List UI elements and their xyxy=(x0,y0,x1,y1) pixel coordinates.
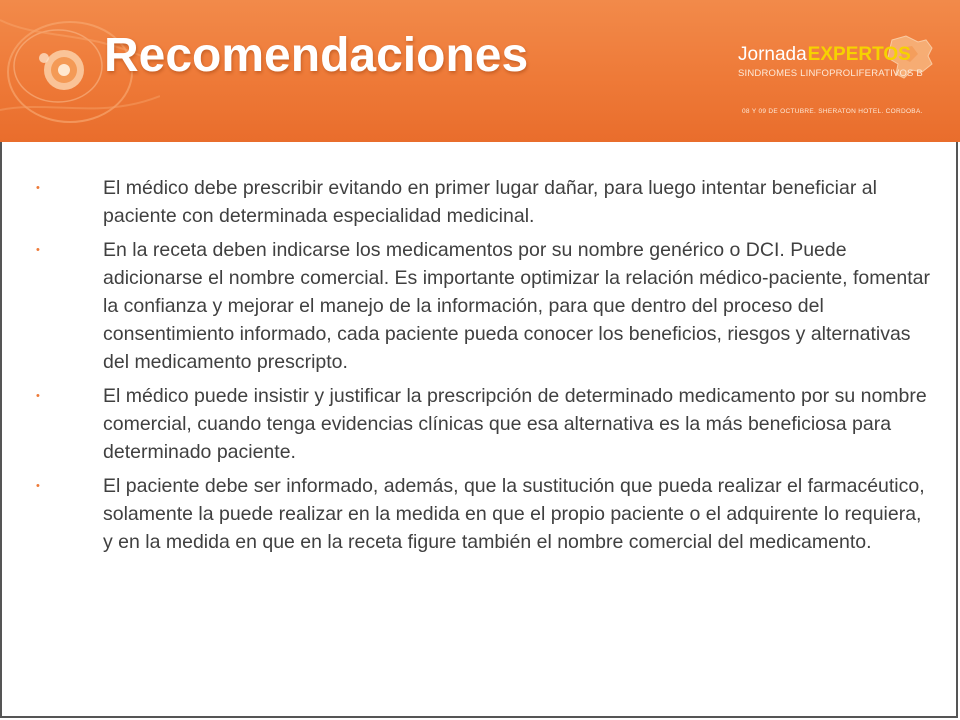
list-item xyxy=(2,236,947,376)
bullet-icon: • xyxy=(36,390,40,402)
bullet-icon: • xyxy=(36,182,40,194)
slide-header xyxy=(0,0,960,142)
bullet-icon: • xyxy=(36,244,40,256)
slide-body xyxy=(0,142,958,718)
list-item-text: En la receta deben indicarse los medicamentos por su nombre genérico o DCI. Puede adicionarse el nombre comercial. Es importante optimizar la relación médico-paciente, fomentar la confianza y mejorar el manejo de la información, para que dentro del proceso del consentimiento informado, cada paciente pueda conocer los beneficios, riesgos y alternativas del medicamento prescripto. xyxy=(103,239,930,373)
logo-expertos-text: EXPERTOS xyxy=(807,44,911,65)
logo-jornada-text: Jornada xyxy=(738,44,807,65)
list-item xyxy=(2,382,947,466)
event-logo xyxy=(728,34,960,120)
list-item xyxy=(2,174,947,230)
page-title: Recomendaciones xyxy=(104,29,529,82)
bullet-icon: • xyxy=(36,480,40,492)
bullet-list xyxy=(2,174,947,562)
list-item xyxy=(2,472,947,556)
logo-date: 08 Y 09 DE OCTUBRE. SHERATON HOTEL. CORDOBA. xyxy=(742,108,923,115)
list-item-text: El paciente debe ser informado, además, que la sustitución que pueda realizar el farmacéutico, solamente la puede realizar en la medida en que el propio paciente o el adquirente lo requiera, y en la medida en que en la receta figure también el nombre comercial del medicamento. xyxy=(103,475,925,553)
list-item-text: El médico debe prescribir evitando en primer lugar dañar, para luego intentar beneficiar al paciente con determinada especialidad medicinal. xyxy=(103,177,877,227)
logo-subtitle: SINDROMES LINFOPROLIFERATIVOS B xyxy=(738,68,923,79)
list-item-text: El médico puede insistir y justificar la prescripción de determinado medicamento por su nombre comercial, cuando tenga evidencias clínicas que esa alternativa es la más beneficiosa para determinado paciente. xyxy=(103,385,927,463)
